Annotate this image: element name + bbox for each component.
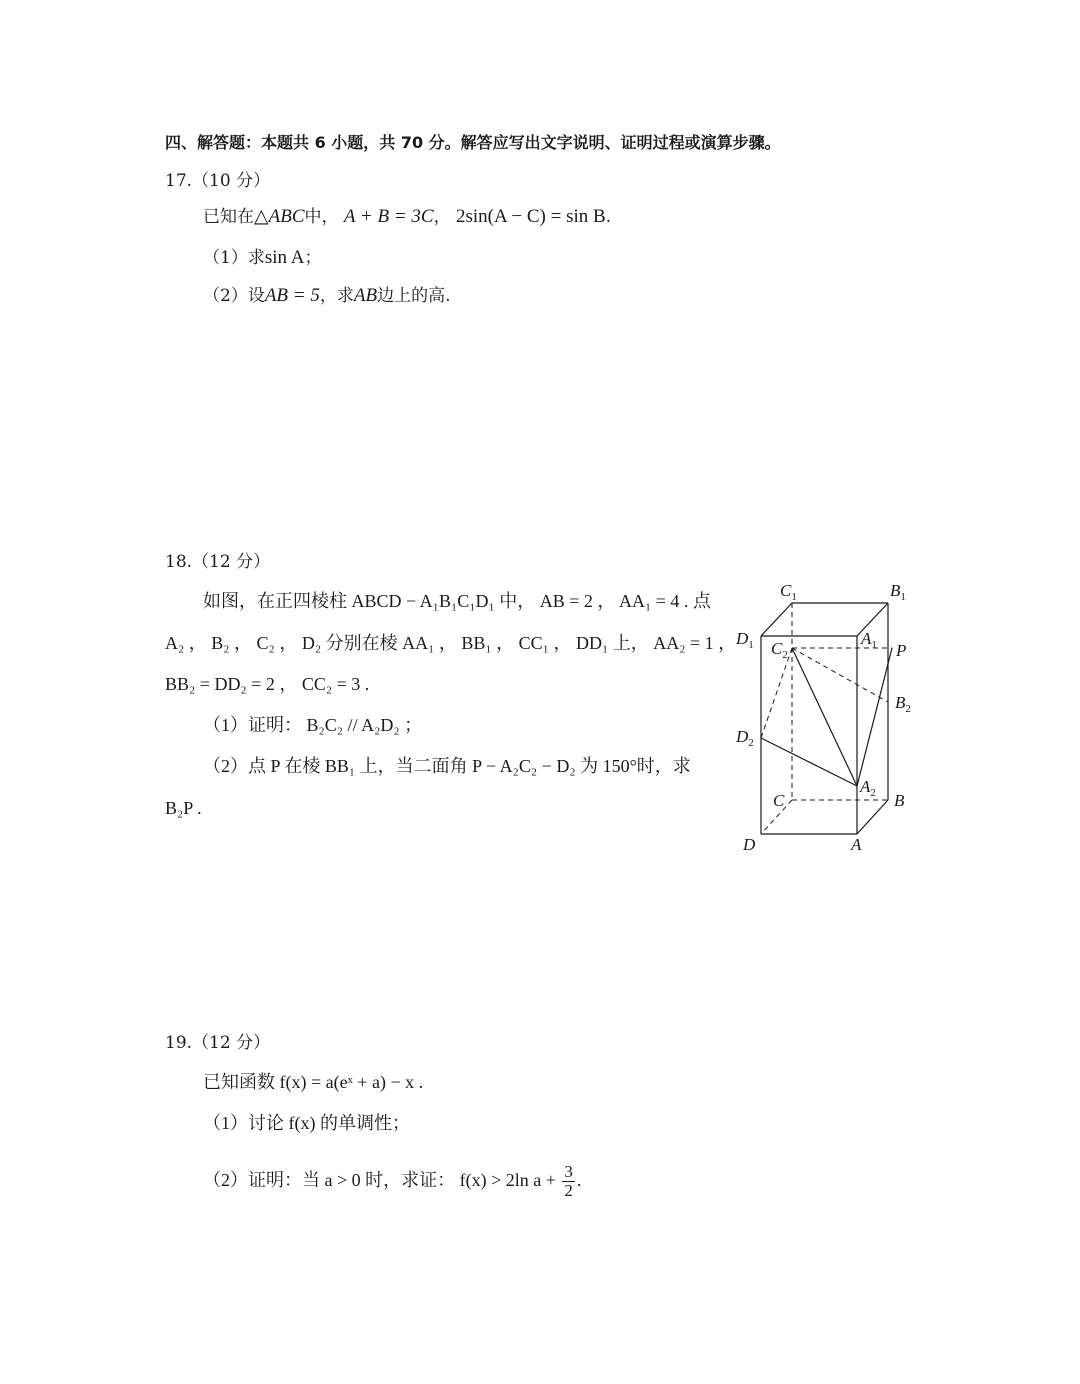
q17-part1-end: ； bbox=[304, 248, 322, 268]
q18-line2: A₂ ， B₂ ， C₂ ， D₂ 分别在棱 AA₁ ， BB₁ ， CC₁ ， DD₁ 上， AA₂ = 1 ， bbox=[165, 633, 737, 653]
q19-number: 19. bbox=[165, 1033, 193, 1053]
label-c2: $C_2$ bbox=[771, 639, 788, 661]
q19-header bbox=[165, 1032, 270, 1054]
q18-score: （12 分） bbox=[192, 552, 271, 572]
label-a: A bbox=[851, 835, 862, 854]
label-b1: $B_1$ bbox=[890, 581, 906, 603]
label-d: D bbox=[743, 835, 756, 854]
q19-part1: （1）讨论 f(x) 的单调性； bbox=[203, 1113, 410, 1133]
q17-score: （10 分） bbox=[192, 171, 271, 191]
q17-number: 17. bbox=[165, 171, 193, 191]
label-b2: $B_2$ bbox=[895, 693, 911, 715]
q17-part2-ab: AB bbox=[353, 285, 378, 306]
q19-stem: 已知函数 f(x) = a(eˣ + a) − x . bbox=[203, 1072, 424, 1092]
q17-period: . bbox=[605, 207, 612, 227]
label-a2: $A_2$ bbox=[860, 777, 876, 799]
label-c1: $C_1$ bbox=[780, 581, 797, 603]
q18-line1: 如图，在正四棱柱 ABCD − A₁B₁C₁D₁ 中， AB = 2 ， AA₁ = 4 . 点 bbox=[203, 591, 711, 611]
q18-line3: BB₂ = DD₂ = 2 ， CC₂ = 3 . bbox=[165, 674, 370, 694]
q17-part1-label: （1）求 bbox=[203, 248, 265, 268]
q19-frac-den: 2 bbox=[564, 1181, 573, 1201]
label-b: B bbox=[894, 791, 905, 810]
edge-c1-d1 bbox=[761, 603, 792, 636]
q18-header bbox=[165, 551, 270, 573]
q19-part2 bbox=[203, 1162, 581, 1200]
q17-part2-end: 边上的高. bbox=[377, 286, 451, 306]
section-heading: 四、解答题：本题共 6 小题，共 70 分。解答应写出文字说明、证明过程或演算步骤。 bbox=[165, 133, 781, 152]
seg-d2-a2 bbox=[761, 738, 857, 786]
q17-comma: ， bbox=[433, 207, 451, 227]
label-d1: $D_1$ bbox=[736, 629, 754, 651]
q17-part1 bbox=[203, 247, 321, 269]
q17-part2 bbox=[203, 285, 451, 307]
q19-part2-end: . bbox=[576, 1170, 582, 1190]
seg-a2-p bbox=[857, 648, 892, 786]
q19-part2-text: （2）证明：当 a > 0 时，求证： f(x) > 2ln a + bbox=[203, 1170, 556, 1190]
prism-figure bbox=[730, 578, 930, 858]
q17-stem-mid: 中， bbox=[304, 207, 339, 227]
q17-stem-lead: 已知在 bbox=[203, 207, 254, 227]
q17-stem bbox=[203, 206, 611, 228]
q19-fraction bbox=[562, 1163, 575, 1200]
label-p: P bbox=[896, 641, 907, 660]
q17-part2-mid: ，求 bbox=[319, 286, 354, 306]
hidden-c2-d2 bbox=[761, 648, 792, 738]
q17-part2-expr: AB = 5 bbox=[264, 285, 320, 306]
q17-condition-2: 2sin(A − C) = sin B bbox=[456, 206, 606, 227]
label-d2: $D_2$ bbox=[736, 727, 754, 749]
q19-frac-num: 3 bbox=[564, 1162, 573, 1182]
label-a1: $A_1$ bbox=[861, 629, 877, 651]
q18-part2-cont: B₂P . bbox=[165, 798, 202, 818]
q17-triangle: △ABC bbox=[254, 206, 305, 227]
q17-part1-expr: sin A bbox=[264, 247, 305, 268]
hidden-c2-b2 bbox=[792, 648, 888, 702]
seg-c2-a2 bbox=[792, 648, 857, 786]
q18-part1: （1）证明： B₂C₂ // A₂D₂ ； bbox=[203, 715, 423, 735]
q17-header bbox=[165, 170, 270, 192]
edge-a-b bbox=[857, 800, 888, 834]
q17-condition-1: A + B = 3C bbox=[343, 206, 434, 227]
label-c: C bbox=[773, 791, 785, 810]
q18-part2: （2）点 P 在棱 BB₁ 上，当二面角 P − A₂C₂ − D₂ 为 150°时，求 bbox=[203, 756, 691, 776]
q17-part2-label: （2）设 bbox=[203, 286, 265, 306]
q18-number: 18. bbox=[165, 552, 193, 572]
q19-score: （12 分） bbox=[192, 1033, 271, 1053]
